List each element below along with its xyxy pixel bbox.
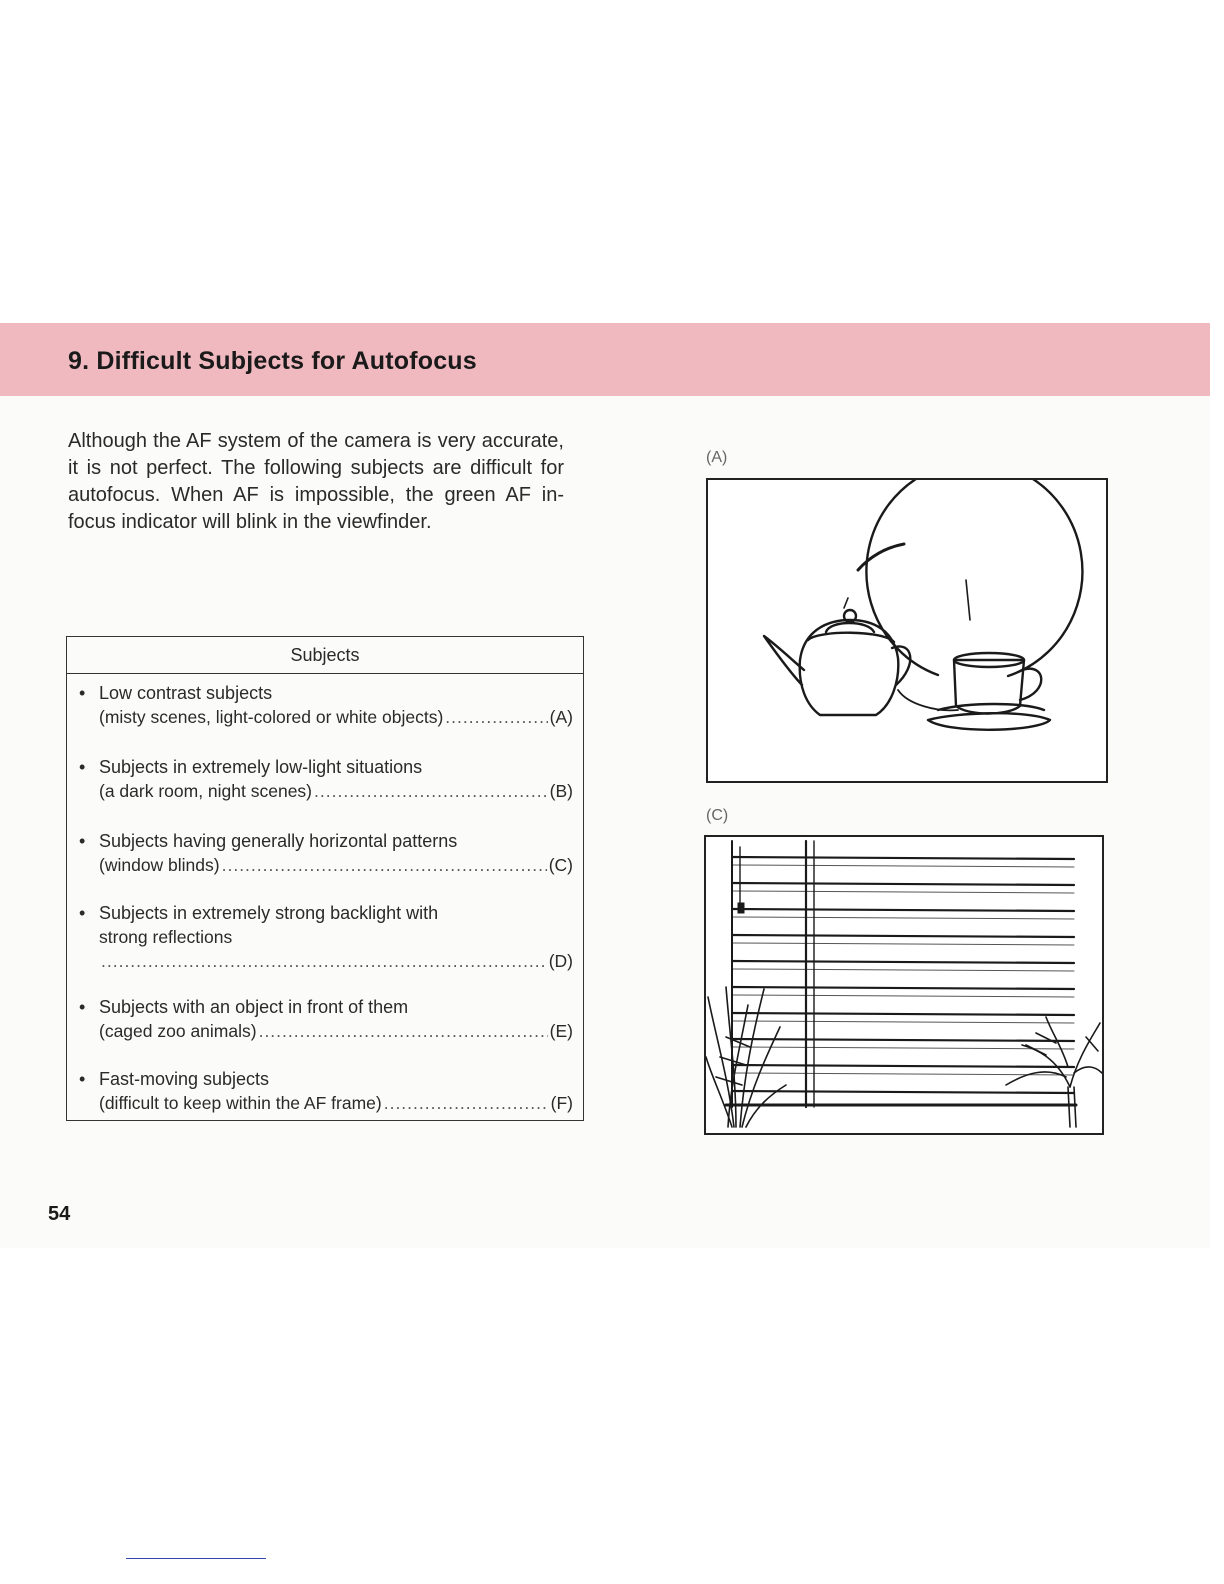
- subject-ref: (E): [549, 1021, 573, 1041]
- subject-title: Subjects in extremely strong backlight with: [99, 903, 439, 923]
- subject-item-c: [79, 829, 573, 877]
- figure-c-label: (C): [706, 807, 729, 824]
- figure-a-teapot-illustration: [706, 478, 1108, 783]
- bullet-icon: •: [79, 1069, 86, 1089]
- subject-ref: (B): [549, 781, 573, 801]
- leader-dots: [101, 949, 547, 973]
- bullet-icon: •: [79, 831, 86, 851]
- leader-dots: [445, 705, 547, 729]
- subject-ref: (A): [549, 707, 573, 727]
- leader-dots: [259, 1019, 548, 1043]
- subject-item-f: [79, 1067, 573, 1115]
- bottom-rule: [126, 1558, 266, 1559]
- figure-a-label: (A): [706, 449, 728, 466]
- subject-item-b: [79, 755, 573, 803]
- subject-item-e: [79, 995, 573, 1043]
- leader-dots: [222, 853, 547, 877]
- subject-title: Subjects in extremely low-light situations: [99, 757, 423, 777]
- subject-detail: (misty scenes, light-colored or white objects): [99, 707, 444, 727]
- section-title: 9. Difficult Subjects for Autofocus: [68, 347, 477, 375]
- subject-title-continued: strong reflections: [99, 927, 233, 947]
- subjects-table: [66, 636, 584, 1121]
- subject-ref: (D): [548, 951, 573, 971]
- manual-page: [0, 323, 1210, 1248]
- subjects-table-header: Subjects: [67, 637, 583, 674]
- subject-ref: (F): [550, 1093, 573, 1113]
- section-header-band: [0, 323, 1210, 396]
- teapot-plate-cup-drawing: [708, 480, 1106, 781]
- window-blinds-drawing: [706, 837, 1102, 1133]
- figure-c-blinds-illustration: [704, 835, 1104, 1135]
- bullet-icon: •: [79, 683, 86, 703]
- subject-detail: (caged zoo animals): [99, 1021, 257, 1041]
- bullet-icon: •: [79, 757, 86, 777]
- subject-title: Fast-moving subjects: [99, 1069, 270, 1089]
- subject-ref: (C): [548, 855, 573, 875]
- page-number: 54: [48, 1203, 71, 1225]
- leader-dots: [314, 779, 548, 803]
- subject-item-a: [79, 681, 573, 729]
- subject-title: Low contrast subjects: [99, 683, 273, 703]
- subject-title: Subjects with an object in front of them: [99, 997, 409, 1017]
- subject-detail: (difficult to keep within the AF frame): [99, 1093, 382, 1113]
- intro-paragraph: Although the AF system of the camera is very accurate, it is not perfect. The following subjects are difficult for autofocus. When AF is impossible, the green AF in-focus indicator will blink in the viewfinder.: [68, 430, 564, 533]
- subject-detail: (window blinds): [99, 855, 220, 875]
- bullet-icon: •: [79, 903, 86, 923]
- subject-detail: (a dark room, night scenes): [99, 781, 313, 801]
- subject-item-d: [79, 901, 573, 973]
- subject-title: Subjects having generally horizontal patterns: [99, 831, 458, 851]
- leader-dots: [384, 1091, 549, 1115]
- bullet-icon: •: [79, 997, 86, 1017]
